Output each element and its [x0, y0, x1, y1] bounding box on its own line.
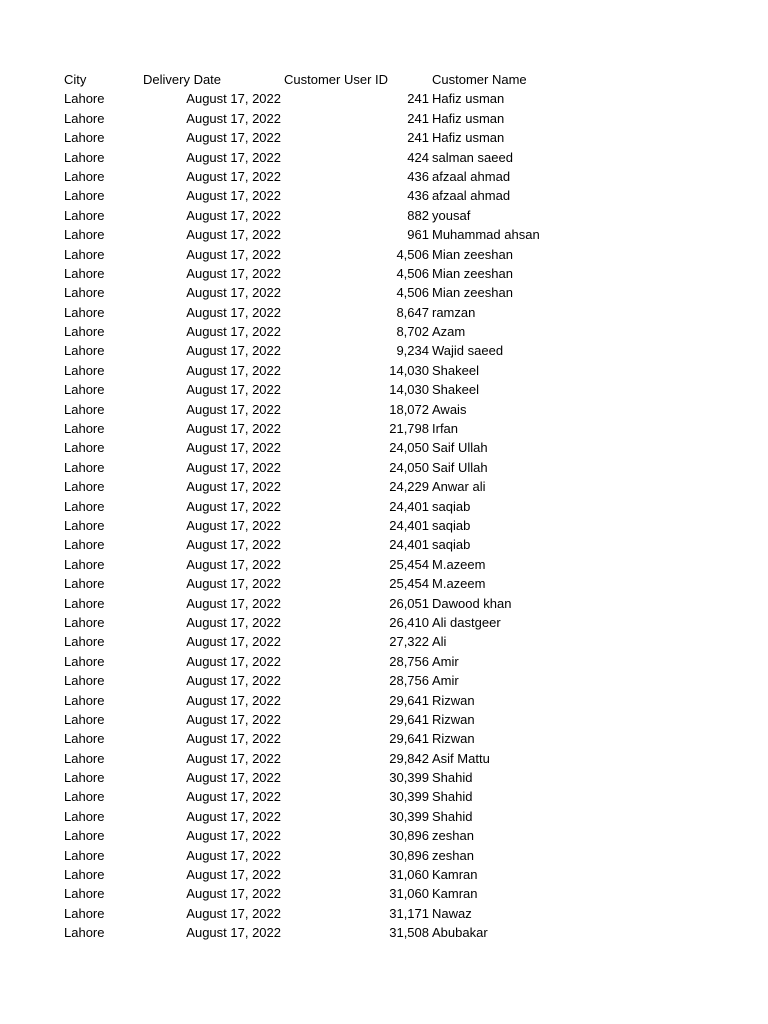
customer-name-cell: Shahid — [432, 808, 473, 824]
table-row — [0, 341, 768, 360]
customer-user-id-cell: 24,401 — [389, 498, 429, 514]
delivery-date-cell: August 17, 2022 — [186, 110, 281, 126]
delivery-date-cell: August 17, 2022 — [186, 789, 281, 805]
customer-user-id-cell: 30,896 — [389, 828, 429, 844]
header-customer-name: Customer Name — [432, 72, 527, 87]
delivery-date-cell: August 17, 2022 — [186, 711, 281, 727]
delivery-date-cell: August 17, 2022 — [186, 227, 281, 243]
table-row — [0, 206, 768, 225]
customer-user-id-cell: 29,641 — [389, 711, 429, 727]
customer-name-cell: Shakeel — [432, 362, 479, 378]
customer-user-id-cell: 241 — [407, 130, 429, 146]
city-cell: Lahore — [64, 828, 105, 844]
city-cell: Lahore — [64, 362, 105, 378]
city-cell: Lahore — [64, 653, 105, 669]
customer-name-cell: yousaf — [432, 207, 471, 223]
customer-name-cell: Nawaz — [432, 905, 472, 921]
table-row — [0, 167, 768, 186]
city-cell: Lahore — [64, 421, 105, 437]
delivery-date-cell: August 17, 2022 — [186, 750, 281, 766]
customer-user-id-cell: 21,798 — [389, 421, 429, 437]
customer-user-id-cell: 30,896 — [389, 847, 429, 863]
customer-user-id-cell: 30,399 — [389, 770, 429, 786]
delivery-date-cell: August 17, 2022 — [186, 653, 281, 669]
city-cell: Lahore — [64, 479, 105, 495]
table-row — [0, 594, 768, 613]
customer-name-cell: Muhammad ahsan — [432, 227, 540, 243]
customer-name-cell: Hafiz usman — [432, 91, 505, 107]
delivery-date-cell: August 17, 2022 — [186, 498, 281, 514]
customer-name-cell: Awais — [432, 401, 467, 417]
table-row — [0, 846, 768, 865]
city-cell: Lahore — [64, 227, 105, 243]
table-row — [0, 671, 768, 690]
customer-user-id-cell: 961 — [407, 227, 429, 243]
customer-name-cell: Ali dastgeer — [432, 614, 501, 630]
table-row — [0, 904, 768, 923]
table-row — [0, 245, 768, 264]
delivery-date-cell: August 17, 2022 — [186, 459, 281, 475]
delivery-date-cell: August 17, 2022 — [186, 149, 281, 165]
delivery-date-cell: August 17, 2022 — [186, 265, 281, 281]
table-row — [0, 303, 768, 322]
header-row — [0, 70, 768, 89]
delivery-date-cell: August 17, 2022 — [186, 188, 281, 204]
header-customer-user-id: Customer User ID — [284, 72, 389, 87]
delivery-date-cell: August 17, 2022 — [186, 440, 281, 456]
city-cell: Lahore — [64, 91, 105, 107]
customer-name-cell: Amir — [432, 673, 459, 689]
customer-name-cell: Irfan — [432, 421, 459, 437]
customer-user-id-cell: 14,030 — [389, 362, 429, 378]
delivery-date-cell: August 17, 2022 — [186, 673, 281, 689]
data-rows — [0, 89, 768, 942]
city-cell: Lahore — [64, 614, 105, 630]
customer-user-id-cell: 28,756 — [389, 653, 429, 669]
customer-name-cell: Ali — [432, 634, 447, 650]
delivery-date-cell: August 17, 2022 — [186, 692, 281, 708]
city-cell: Lahore — [64, 401, 105, 417]
city-cell: Lahore — [64, 304, 105, 320]
table-row — [0, 89, 768, 108]
city-cell: Lahore — [64, 440, 105, 456]
customer-user-id-cell: 14,030 — [389, 382, 429, 398]
table-row — [0, 283, 768, 302]
table-row — [0, 807, 768, 826]
customer-user-id-cell: 436 — [407, 168, 429, 184]
city-cell: Lahore — [64, 711, 105, 727]
customer-name-cell: Hafiz usman — [432, 110, 505, 126]
spreadsheet-page — [0, 70, 768, 943]
delivery-date-cell: August 17, 2022 — [186, 207, 281, 223]
delivery-date-cell: August 17, 2022 — [186, 246, 281, 262]
customer-user-id-cell: 31,060 — [389, 867, 429, 883]
delivery-date-cell: August 17, 2022 — [186, 91, 281, 107]
delivery-date-cell: August 17, 2022 — [186, 595, 281, 611]
city-cell: Lahore — [64, 246, 105, 262]
table-row — [0, 710, 768, 729]
city-cell: Lahore — [64, 265, 105, 281]
customer-user-id-cell: 29,641 — [389, 731, 429, 747]
table-row — [0, 749, 768, 768]
city-cell: Lahore — [64, 789, 105, 805]
customer-user-id-cell: 9,234 — [396, 343, 429, 359]
table-row — [0, 380, 768, 399]
customer-user-id-cell: 18,072 — [389, 401, 429, 417]
customer-user-id-cell: 28,756 — [389, 673, 429, 689]
city-cell: Lahore — [64, 168, 105, 184]
customer-user-id-cell: 24,401 — [389, 517, 429, 533]
city-cell: Lahore — [64, 188, 105, 204]
city-cell: Lahore — [64, 207, 105, 223]
table-row — [0, 438, 768, 457]
delivery-date-cell: August 17, 2022 — [186, 867, 281, 883]
customer-user-id-cell: 31,171 — [389, 905, 429, 921]
customer-name-cell: Wajid saeed — [432, 343, 504, 359]
customer-name-cell: Anwar ali — [432, 479, 486, 495]
customer-user-id-cell: 26,051 — [389, 595, 429, 611]
table-row — [0, 477, 768, 496]
table-row — [0, 632, 768, 651]
delivery-date-cell: August 17, 2022 — [186, 362, 281, 378]
city-cell: Lahore — [64, 692, 105, 708]
city-cell: Lahore — [64, 750, 105, 766]
delivery-date-cell: August 17, 2022 — [186, 905, 281, 921]
city-cell: Lahore — [64, 576, 105, 592]
delivery-date-cell: August 17, 2022 — [186, 517, 281, 533]
city-cell: Lahore — [64, 847, 105, 863]
table-row — [0, 225, 768, 244]
city-cell: Lahore — [64, 595, 105, 611]
city-cell: Lahore — [64, 324, 105, 340]
table-row — [0, 691, 768, 710]
delivery-date-cell: August 17, 2022 — [186, 304, 281, 320]
customer-user-id-cell: 27,322 — [389, 634, 429, 650]
city-cell: Lahore — [64, 867, 105, 883]
city-cell: Lahore — [64, 130, 105, 146]
delivery-date-cell: August 17, 2022 — [186, 614, 281, 630]
customer-user-id-cell: 31,508 — [389, 925, 429, 941]
city-cell: Lahore — [64, 149, 105, 165]
customer-name-cell: Kamran — [432, 886, 478, 902]
city-cell: Lahore — [64, 770, 105, 786]
customer-user-id-cell: 29,641 — [389, 692, 429, 708]
city-cell: Lahore — [64, 285, 105, 301]
customer-user-id-cell: 8,702 — [396, 324, 429, 340]
customer-user-id-cell: 4,506 — [396, 246, 429, 262]
customer-user-id-cell: 24,050 — [389, 459, 429, 475]
customer-user-id-cell: 24,229 — [389, 479, 429, 495]
customer-user-id-cell: 436 — [407, 188, 429, 204]
customer-name-cell: Rizwan — [432, 731, 475, 747]
customer-name-cell: Shahid — [432, 789, 473, 805]
city-cell: Lahore — [64, 925, 105, 941]
customer-user-id-cell: 241 — [407, 110, 429, 126]
customer-name-cell: Hafiz usman — [432, 130, 505, 146]
delivery-date-cell: August 17, 2022 — [186, 537, 281, 553]
table-row — [0, 787, 768, 806]
table-row — [0, 458, 768, 477]
delivery-date-cell: August 17, 2022 — [186, 770, 281, 786]
table-row — [0, 535, 768, 554]
city-cell: Lahore — [64, 673, 105, 689]
city-cell: Lahore — [64, 110, 105, 126]
table-row — [0, 826, 768, 845]
customer-name-cell: Mian zeeshan — [432, 285, 513, 301]
delivery-date-cell: August 17, 2022 — [186, 401, 281, 417]
customer-name-cell: M.azeem — [432, 556, 486, 572]
delivery-date-cell: August 17, 2022 — [186, 634, 281, 650]
city-cell: Lahore — [64, 808, 105, 824]
table-row — [0, 884, 768, 903]
customer-name-cell: Shahid — [432, 770, 473, 786]
city-cell: Lahore — [64, 634, 105, 650]
table-row — [0, 497, 768, 516]
customer-user-id-cell: 29,842 — [389, 750, 429, 766]
city-cell: Lahore — [64, 537, 105, 553]
table-row — [0, 400, 768, 419]
customer-name-cell: Rizwan — [432, 711, 475, 727]
city-cell: Lahore — [64, 517, 105, 533]
customer-name-cell: Rizwan — [432, 692, 475, 708]
customer-name-cell: M.azeem — [432, 576, 486, 592]
table-row — [0, 613, 768, 632]
customer-name-cell: Asif Mattu — [432, 750, 490, 766]
table-row — [0, 729, 768, 748]
delivery-date-cell: August 17, 2022 — [186, 847, 281, 863]
customer-user-id-cell: 882 — [407, 207, 429, 223]
customer-user-id-cell: 241 — [407, 91, 429, 107]
table-row — [0, 574, 768, 593]
table-row — [0, 923, 768, 942]
delivery-date-cell: August 17, 2022 — [186, 556, 281, 572]
table-row — [0, 652, 768, 671]
delivery-date-cell: August 17, 2022 — [186, 925, 281, 941]
customer-user-id-cell: 31,060 — [389, 886, 429, 902]
table-row — [0, 264, 768, 283]
city-cell: Lahore — [64, 905, 105, 921]
delivery-date-cell: August 17, 2022 — [186, 886, 281, 902]
customer-name-cell: ramzan — [432, 304, 476, 320]
table-row — [0, 128, 768, 147]
customer-name-cell: Shakeel — [432, 382, 479, 398]
city-cell: Lahore — [64, 459, 105, 475]
table-row — [0, 419, 768, 438]
city-cell: Lahore — [64, 886, 105, 902]
customer-user-id-cell: 4,506 — [396, 265, 429, 281]
city-cell: Lahore — [64, 382, 105, 398]
delivery-date-cell: August 17, 2022 — [186, 731, 281, 747]
customer-name-cell: Amir — [432, 653, 459, 669]
delivery-date-cell: August 17, 2022 — [186, 828, 281, 844]
delivery-date-cell: August 17, 2022 — [186, 343, 281, 359]
table-row — [0, 148, 768, 167]
customer-user-id-cell: 424 — [407, 149, 429, 165]
customer-user-id-cell: 24,050 — [389, 440, 429, 456]
customer-user-id-cell: 26,410 — [389, 614, 429, 630]
table-row — [0, 516, 768, 535]
table-row — [0, 322, 768, 341]
header-city: City — [64, 72, 87, 87]
table-row — [0, 109, 768, 128]
delivery-date-cell: August 17, 2022 — [186, 576, 281, 592]
delivery-date-cell: August 17, 2022 — [186, 421, 281, 437]
delivery-date-cell: August 17, 2022 — [186, 130, 281, 146]
customer-name-cell: Mian zeeshan — [432, 265, 513, 281]
table-row — [0, 768, 768, 787]
customer-user-id-cell: 30,399 — [389, 789, 429, 805]
delivery-date-cell: August 17, 2022 — [186, 808, 281, 824]
customer-name-cell: Saif Ullah — [432, 440, 488, 456]
customer-name-cell: saqiab — [432, 537, 471, 553]
customer-user-id-cell: 24,401 — [389, 537, 429, 553]
customer-name-cell: Azam — [432, 324, 466, 340]
customer-name-cell: Saif Ullah — [432, 459, 488, 475]
delivery-date-cell: August 17, 2022 — [186, 382, 281, 398]
city-cell: Lahore — [64, 343, 105, 359]
city-cell: Lahore — [64, 731, 105, 747]
table-row — [0, 361, 768, 380]
customer-name-cell: saqiab — [432, 498, 471, 514]
city-cell: Lahore — [64, 498, 105, 514]
delivery-date-cell: August 17, 2022 — [186, 479, 281, 495]
table-row — [0, 186, 768, 205]
customer-user-id-cell: 8,647 — [396, 304, 429, 320]
customer-name-cell: Abubakar — [432, 925, 488, 941]
customer-user-id-cell: 30,399 — [389, 808, 429, 824]
customer-name-cell: zeshan — [432, 828, 474, 844]
delivery-date-cell: August 17, 2022 — [186, 168, 281, 184]
customer-user-id-cell: 4,506 — [396, 285, 429, 301]
customer-name-cell: Kamran — [432, 867, 478, 883]
customer-user-id-cell: 25,454 — [389, 556, 429, 572]
customer-name-cell: afzaal ahmad — [432, 188, 511, 204]
customer-name-cell: afzaal ahmad — [432, 168, 511, 184]
delivery-date-cell: August 17, 2022 — [186, 324, 281, 340]
customer-name-cell: Mian zeeshan — [432, 246, 513, 262]
customer-name-cell: zeshan — [432, 847, 474, 863]
city-cell: Lahore — [64, 556, 105, 572]
customer-name-cell: salman saeed — [432, 149, 513, 165]
header-delivery-date: Delivery Date — [143, 72, 222, 87]
customer-user-id-cell: 25,454 — [389, 576, 429, 592]
customer-name-cell: saqiab — [432, 517, 471, 533]
delivery-date-cell: August 17, 2022 — [186, 285, 281, 301]
table-row — [0, 555, 768, 574]
customer-name-cell: Dawood khan — [432, 595, 512, 611]
table-row — [0, 865, 768, 884]
